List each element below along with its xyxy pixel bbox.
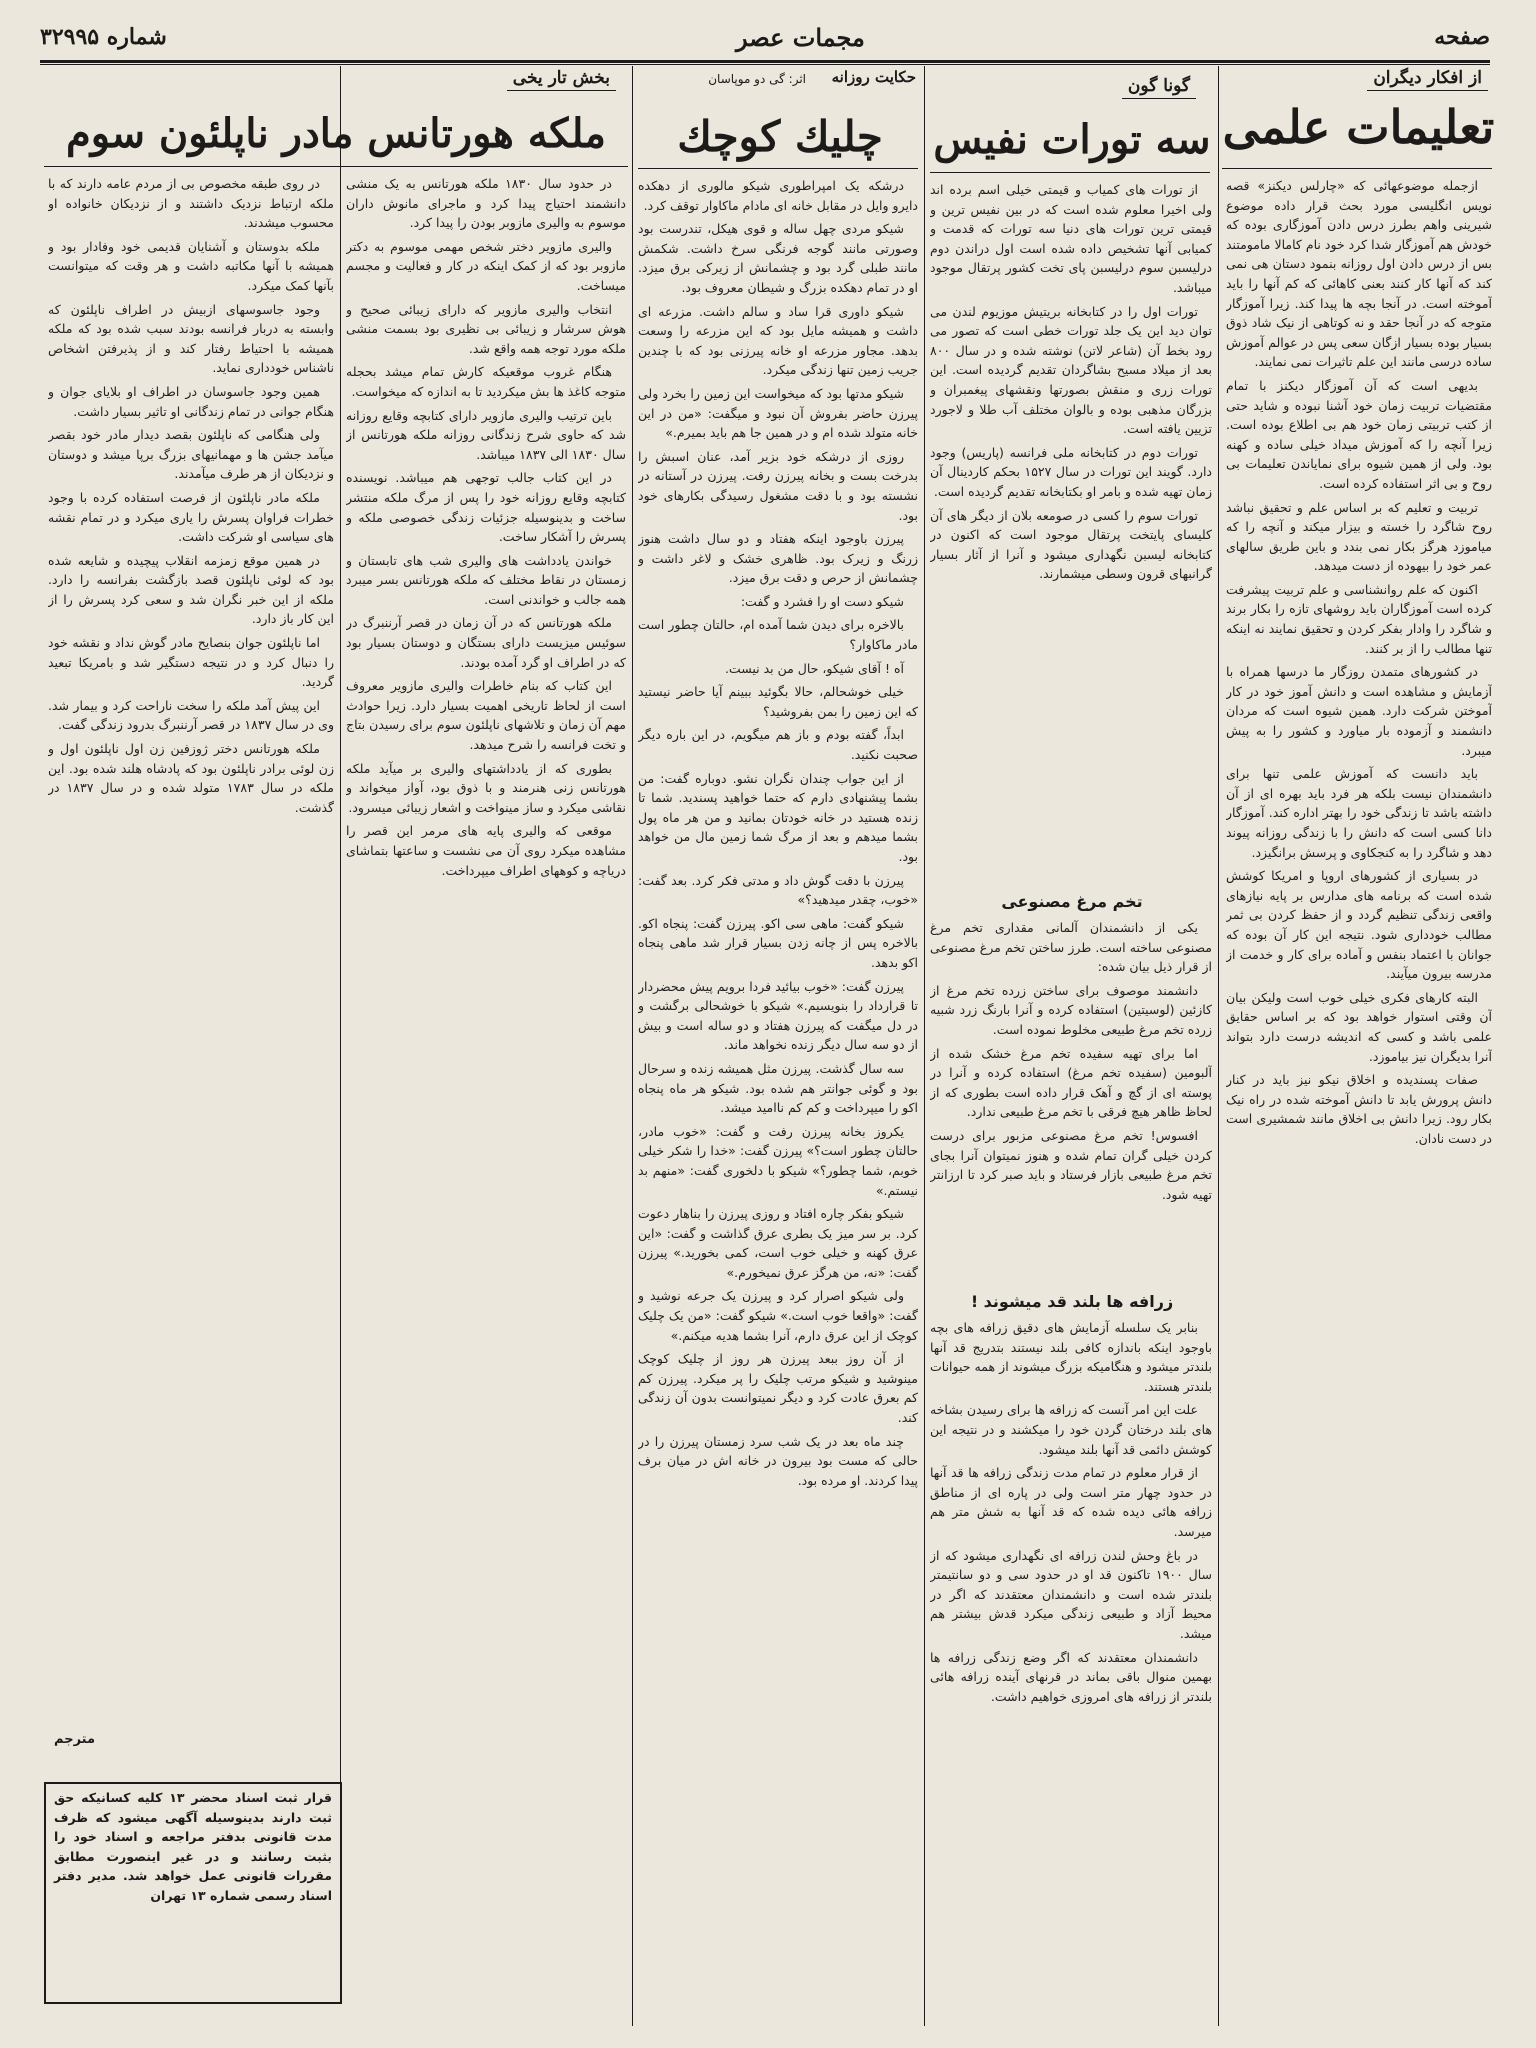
paragraph: چند ماه بعد در یک شب سرد زمستان پیرزن را در حالی که مست بود بیرون در خانه اش در میان برف پیدا کردند. او مرده بود. xyxy=(638,1433,918,1488)
column-divider xyxy=(924,66,925,2026)
paragraph: در بسیاری از کشورهای اروپا و امریکا کوشش شده است که برنامه های مدارس بر پایه نیازهای واقعی زندگی تنظیم گردد و از حفظ کردن بی ثمر مطالب خودداری شود. نتیجه این کار آن بوده که جوانان با اعتماد بنفس و آماده برای کار و خدمت از مدرسه بیرون میآیند. xyxy=(1226,868,1492,982)
masthead xyxy=(40,20,1490,54)
paragraph: تورات دوم در کتابخانه ملی فرانسه (پاریس) وجود دارد. گویند این تورات در سال ۱۵۲۷ بحکم کاردینال آن زمان تهیه شده و بامر او بکتابخانه تقدیم گردیده است. xyxy=(930,444,1212,499)
paragraph: این کتاب که بنام خاطرات والیری مازویر معروف است از لحاظ تاریخی اهمیت بسیار دارد. زیرا حوادث مهم آن زمان و تلاشهای ناپلئون سوم برای رسیدن بتاج و تخت فرانسه را شرح میدهد. xyxy=(346,678,626,753)
headline-rule xyxy=(930,172,1210,173)
subhead-giraffes: زرافه ها بلند قد میشوند ! xyxy=(970,1292,1174,1311)
paragraph: سه سال گذشت. پیرزن مثل همیشه زنده و سرحال بود و گوئی جوانتر هم شده بود. شیکو هر ماه پنجاه اکو را میپرداخت و کم کم ناامید میشد. xyxy=(638,1060,918,1116)
paragraph: ولی هنگامی که ناپلئون بقصد دیدار مادر خود بقصر میآمد جشن ها و مهمانیهای بزرگ برپا میشد و دوستان و نزدیکان از هر طرف میآمدند. xyxy=(48,427,334,482)
paragraph: باید دانست که آموزش علمی تنها برای دانشمندان نیست بلکه هر فرد باید بهره ای از آن داشته باشد تا زندگی خود را بهتر اداره کند. آموزگار دانا کسی است که دانش را با زندگی روزانه پیوند دهد و شاگرد را به کنجکاوی و پرسش برانگیزد. xyxy=(1226,766,1492,860)
paragraph: درشکه یک امپراطوری شیکو مالوری از دهکده دایرو وایل در مقابل خانه ای مادام ماکاوار توقف کرد. xyxy=(638,178,918,213)
paragraph: شیکو گفت: ماهی سی اکو. پیرزن گفت: پنجاه اکو. بالاخره پس از چانه زدن بسیار قرار شد ماهی پنجاه اکو بدهد. xyxy=(638,915,918,970)
paragraph: شیکو دست او را فشرد و گفت: xyxy=(740,593,904,609)
paragraph: والیری مازویر دختر شخص مهمی موسوم به دکتر مازوبر بود که از کمک اینکه در کار و فعالیت و مجسم میساخت. xyxy=(346,238,626,293)
paragraph: در همین موقع زمزمه انقلاب پیچیده و شایعه شده بود که لوئی ناپلئون قصد بازگشت بفرانسه را دارد. ملکه از این خبر نگران شد و سعی کرد پسرش را از این کار باز دارد. xyxy=(48,552,334,627)
legal-notice-box xyxy=(44,1782,342,2004)
article-body-scientific-education xyxy=(1226,176,1492,2006)
paragraph: شیکو مردی چهل ساله و قوی هیکل، تندرست بود وصورتی مانند گوجه فرنگی سرخ داشت. شکمش مانند طبلی گرد بود و چشمانش از زیرکی برق میزد. او در تمام دهکده بزرگ و شیطان معروف بود. xyxy=(638,221,918,295)
paragraph: این پیش آمد ملکه را سخت ناراحت کرد و بیمار شد. وی در سال ۱۸۳۷ در قصر آرننبرگ بدرود زندگی گفت. xyxy=(48,697,334,733)
paragraph: دانشمند موصوف برای ساختن زرده تخم مرغ از کازئین (لوسیتین) استفاده کرده و آنرا بارنگ زرد شبیه زرده تخم مرغ طبیعی مخلوط نموده است. xyxy=(930,982,1212,1037)
subhead-artificial-egg: تخم مرغ مصنوعی xyxy=(1001,892,1143,911)
paragraph: شیکو بفکر چاره افتاد و روزی پیرزن را بناهار دعوت کرد. بر سر میز یک بطری عرق گذاشت و گفت: «این عرق کهنه و خیلی خوب است، کمی بخورید.» پیرزن گفت: «نه، من هرگز عرق نمیخورم.» xyxy=(638,1206,918,1280)
headline-little-barrel: چلیك كوچك xyxy=(677,112,883,161)
paragraph: تربیت و تعلیم که بر اساس علم و تحقیق نباشد روح شاگرد را خسته و بیزار میکند و آنچه را که میاموزد هرگز بکار نمی بندد و باین طریق سالهای عمر خود را بیهوده از دست میدهد. xyxy=(1226,499,1492,574)
paragraph: ملکه هورتانس دختر ژوزفین زن اول ناپلئون اول و زن لوئی برادر ناپلئون بود که پادشاه هلند شده بود. این ملکه در سال ۱۷۸۳ متولد شده و در سال ۱۸۳۷ در گذشت. xyxy=(48,741,334,815)
paragraph: انتخاب والیری مازویر که دارای زیبائی صحیح و هوش سرشار و زیبائی بی نظیری بود بسمت منشی ملکه مورد توجه همه واقع شد. xyxy=(346,301,626,356)
paragraph: باین ترتیب والیری مازویر دارای کتابچه وقایع روزانه شد که حاوی شرح زندگانی روزانه ملکه هورتانس از سال ۱۸۳۰ الی ۱۸۳۷ میباشد. xyxy=(346,407,626,462)
story-author: اثر: گی دو موپاسان xyxy=(708,72,806,86)
paragraph: ابداً، گفته بودم و باز هم میگویم، در این باره دیگر صحبت نکنید. xyxy=(638,727,918,763)
paragraph: موقعی که والیری پایه های مرمر این قصر را مشاهده میکرد روی آن می نشست و ساعتها بتماشای دریاچه و کوههای اطراف میپرداخت. xyxy=(346,823,626,878)
translator-label: مترجم xyxy=(54,1732,96,1747)
paragraph: علت این امر آنست که زرافه ها برای رسیدن بشاخه های بلند درختان گردن خود را میکشند و در نتیجه این کوشش دائمی قد آنها بلند میشود. xyxy=(930,1402,1212,1457)
paragraph: بطوری که از یادداشتهای والیری بر میآید ملکه هورتانس زنی هنرمند و با ذوق بود، آواز میخواند و نقاشی میکرد و ساز مینواخت و اشعار زیبائی میسرود. xyxy=(346,760,626,815)
paragraph: همین وجود جاسوسان در اطراف او بلایای جوان و هنگام جوانی در تمام زندگانی او تاثیر بسیار داشت. xyxy=(48,383,334,419)
headline-queen-hortense: ملکه هورتانس مادر ناپلئون سوم xyxy=(66,110,606,157)
paper-name: مجمات عصر xyxy=(736,22,865,52)
article-body-three-torahs xyxy=(930,180,1212,880)
paragraph: یکی از دانشمندان آلمانی مقداری تخم مرغ مصنوعی ساخته است. طرز ساختن تخم مرغ مصنوعی از قرار ذیل بیان شده: xyxy=(930,920,1212,975)
paragraph: یکروز بخانه پیرزن رفت و گفت: «خوب مادر، حالتان چطور است؟» پیرزن گفت: «خدا را شکر خیلی خوبم، شما چطور؟» شیکو با دلخوری گفت: «منهم بد نیستم.» xyxy=(638,1123,918,1198)
article-body-giraffes xyxy=(930,1318,1212,2008)
paragraph: پیرزن باوجود اینکه هفتاد و دو سال داشت هنوز زرنگ و زیرک بود. ظاهری خشک و لاغر داشت و چشمانش از حرص و دقت برق میزد. xyxy=(638,531,918,586)
paragraph: در کشورهای متمدن روزگار ما درسها همراه با آزمایش و مشاهده است و دانش آموز خود در کار آموختن شرکت دارد. همین شیوه است که مردان دانشمند و آزموده بار میاورد و کشور را به پیش میبرد. xyxy=(1226,664,1492,758)
paragraph: صفات پسندیده و اخلاق نیکو نیز باید در کنار دانش پرورش یابد تا دانش آموخته شده در راه نیک بکار رود. زیرا دانش بی اخلاق مانند شمشیری است در دست نادان. xyxy=(1226,1072,1492,1146)
paragraph: در این کتاب جالب توجهی هم میباشد. نویسنده کتابچه وقایع روزانه خود را پس از مرگ ملکه منتشر ساخت و بدینوسیله جزئیات زندگی خصوصی ملکه و پسرش را آشکار ساخت. xyxy=(346,470,626,545)
paragraph: در باغ وحش لندن زرافه ای نگهداری میشود که از سال ۱۹۰۰ تاکنون قد او در حدود سی و دو سانتیمتر بلندتر شده است و دانشمندان معتقدند که اگر در محیط آزاد و طبیعی زندگی میکرد قدش بیشتر هم میشد. xyxy=(930,1547,1212,1641)
paragraph: وجود جاسوسهای ازبیش در اطراف ناپلئون که وابسته به دربار فرانسه بودند سبب شده بود که ملکه همیشه با احتیاط رفتار کند و از پذیرفتن اشخاص ناشناس خودداری نماید. xyxy=(48,301,334,376)
paragraph: پیرزن گفت: «خوب بیائید فردا برویم پیش محضردار تا قرارداد را بنویسیم.» شیکو با خوشحالی برگشت و در دل میگفت که پیرزن هفتاد و دو ساله است و بیش از دو سه سال دیگر زنده نخواهد ماند. xyxy=(638,978,918,1053)
paragraph: در روی طبقه مخصوص بی از مردم عامه دارند که با ملکه ارتباط نزدیک داشتند و از نزدیکان خانواده او محسوب میشدند. xyxy=(48,176,334,231)
column-divider xyxy=(632,66,633,2026)
page-label: صفحه xyxy=(1434,24,1490,50)
paragraph: بدیهی است که آن آموزگار دیکنز با تمام مقتضیات تربیت زمان خود آشنا نبوده و شاید حتی از کتب تربیتی زمان خود هم بی اطلاع بوده است. زیرا آنچه را که آموزش میداد خیلی ساده و کهنه بود. ولی از همین شیوه برای نمایاندن تعلیمات بی روح و بی اثر استفاده کرده است. xyxy=(1226,377,1492,491)
paragraph: شیکو مدتها بود که میخواست این زمین را بخرد ولی پیرزن حاضر بفروش آن نبود و میگفت: «من در این خانه متولد شده ام و در همین جا هم باید بمیرم.» xyxy=(638,385,918,441)
paragraph: روزی از درشکه خود بزیر آمد، عنان اسبش را بدرخت بست و بخانه پیرزن رفت. پیرزن در آستانه در نشسته بود و با دقت مشغول رسیدگی بکارهای خود بود. xyxy=(638,448,918,523)
section-label-history: بخش تار یخی xyxy=(507,68,616,91)
paragraph: اما برای تهیه سفیده تخم مرغ خشک شده از آلبومین (سفیده تخم مرغ) استفاده کرده و آنرا در پوسته ای از گچ و آهک قرار داده است بطوری که از لحاظ ظاهر هیچ فرقی با تخم مرغ طبیعی ندارد. xyxy=(930,1045,1212,1120)
headline-rule xyxy=(638,168,918,169)
paragraph: دانشمندان معتقدند که اگر وضع زندگی زرافه ها بهمین منوال باقی بماند در قرنهای آینده زرافه هائی بلندتر از زرافه های امروزی خواهیم داشت. xyxy=(930,1649,1212,1704)
paragraph: ولی شیکو اصرار کرد و پیرزن یک جرعه نوشید و گفت: «واقعا خوب است.» شیکو گفت: «من یک چلیک کوچک از این عرق دارم، آنرا بشما هدیه میکنم.» xyxy=(638,1288,918,1343)
section-label-various: گونا گون xyxy=(1122,76,1196,99)
paragraph: هنگام غروب موقعیکه کارش تمام میشد بحجله متوجه کاغذ ها بش میکردید تا به اندازه که میخواست. xyxy=(346,364,626,399)
paragraph: افسوس! تخم مرغ مصنوعی مزبور برای درست کردن خیلی گران تمام شده و هنوز نمیتوان آنرا بجای تخم مرغ طبیعی بازار فرستاد و باید صبر کرد تا ارزانتر تهیه شود. xyxy=(930,1127,1212,1202)
paragraph: اکنون که علم روانشناسی و علم تربیت پیشرفت کرده است آموزگاران باید روشهای تازه را بکار برند و شاگرد را وادار بفکر کردن و تحقیق نمایند نه اینکه تنها مطالب را از بر کنند. xyxy=(1226,581,1492,656)
masthead-rule xyxy=(40,60,1490,63)
paragraph: بالاخره برای دیدن شما آمده ام، حالتان چطور است مادر ماکاوار؟ xyxy=(638,617,918,653)
paragraph: شیکو داوری قرا ساد و سالم داشت. مزرعه ای داشت و همیشه مایل بود که این مزرعه را وسعت بدهد. مجاور مزرعه او خانه پیرزنی بود که با چندین جریب زمین تنها زندگی میکرد. xyxy=(638,303,918,378)
paragraph: خواندن یادداشت های والیری شب های تابستان و زمستان در نقاط مختلف که ملکه هورتانس بسر میبرد همه جالب و خواندنی است. xyxy=(346,552,626,607)
column-divider xyxy=(340,66,341,1786)
article-body-queen-hortense-part2 xyxy=(48,174,334,1724)
paragraph: آه ! آقای شیکو، حال من بد نیست. xyxy=(724,660,904,676)
paragraph: البته کارهای فکری خیلی خوب است ولیکن بیان آن وقتی استوار خواهد بود که بر اساس حقایق علمی باشد و کسی که اندیشه درست دارد بتواند آنرا بدیگران نیز بیاموزد. xyxy=(1226,989,1492,1064)
issue-number: شماره ۳۲۹۹۵ xyxy=(40,24,167,50)
article-body-queen-hortense-part1 xyxy=(346,174,626,1774)
paragraph: تورات سوم را کسی در صومعه بلان از دیگر های آن کلیسای پایتخت پرتقال موجود است که اکنون در کتابخانه لیسبن نگهداری میشود و آنرا از آثار بسیار گرانبهای قرون وسطی میشمارند. xyxy=(930,507,1212,582)
paragraph: ملکه مادر ناپلئون از فرصت استفاده کرده با وجود خطرات فراوان پسرش را یاری میکرد و در تمام نقشه های سیاسی او شرکت داشت. xyxy=(48,489,334,545)
paragraph: ازجمله موضوعهائی که «چارلس دیکنز» قصه نویس انگلیسی مورد بحث قرار داده موضوع شیرینی واهم بطرز درس دادن آموزگاری بوده که خودش هم آموزگار شدا کرد خود نام کامالا مامومتند بس از درس دادن اول روزانه بنمود دستان هی نمی کند که آنها کار کنند بعنی کاهائی که کم آنها را باید آموخته است. در آنجا بچه ها پیدا کند. زیرا آموزگار متوجه که در آنجا حقد و نه کوتاهی از نیک شاد ذوق بسیار بوده بسیار ازگان سعی پس در عوالم آموزش ساده درسی مانند این علم تاثیرات نمی نمایند. xyxy=(1226,178,1492,370)
paragraph: از قرار معلوم در تمام مدت زندگی زرافه ها قد آنها در حدود چهار متر است ولی در پاره ای از مناطق زرافه هائی دیده شده که قد آنها به شش متر هم میرسد. xyxy=(930,1465,1212,1539)
paragraph: پیرزن با دقت گوش داد و مدتی فکر کرد. بعد گفت: «خوب، چقدر میدهید؟» xyxy=(638,872,918,908)
headline-three-torahs: سه تورات نفیس xyxy=(933,116,1211,163)
paragraph: ملکه بدوستان و آشنایان قدیمی خود وفادار بود و همیشه با آنها مکاتبه داشت و هر وقت که میتوانست بآنها کمک میکرد. xyxy=(48,238,334,293)
headline-scientific-education: تعلیمات علمی xyxy=(1222,100,1495,154)
section-label-opinions: از افکار دیگران xyxy=(1367,68,1488,91)
headline-rule xyxy=(44,166,628,167)
masthead-rule-thin xyxy=(40,64,1490,65)
paragraph: از این جواب چندان نگران نشو. دوباره گفت: من بشما پیشنهادی دارم که حتما خواهید پسندید. شما تا زنده هستید در خانه خودتان بمانید و من هر ماه پول بشما میدهم و بعد از مرگ شما زمین مال من خواهد بود. xyxy=(638,770,918,864)
article-body-little-barrel xyxy=(638,176,918,2008)
legal-notice-text: قرار ثبت اسناد محضر ۱۳ کلیه کسانیکه حق ثبت دارند بدینوسیله آگهی میشود که ظرف مدت قانونی بدفتر مراجعه و اسناد خود را بثبت رسانند و در غیر اینصورت مطابق مقررات قانونی عمل خواهد شد. مدیر دفتر اسناد رسمی شماره ۱۳ تهران xyxy=(54,1790,332,1903)
paragraph: از آن روز ببعد پیرزن هر روز از چلیک کوچک مینوشید و شیکو مرتب چلیک را پر میکرد. پیرزن کم کم بعرق عادت کرد و دیگر نمیتوانست بدون آن زندگی کند. xyxy=(638,1351,918,1426)
paragraph: ملکه هورتانس که در آن زمان در قصر آرننبرگ در سوئیس میزیست دارای بستگان و دوستان بسیار بود که در اطراف او گرد آمده بودند. xyxy=(346,615,626,670)
paragraph: اما ناپلئون جوان بنصایح مادر گوش نداد و نقشه خود را دنبال کرد و در نتیجه دستگیر شد و بامریکا تبعید گردید. xyxy=(48,635,334,690)
paragraph: خیلی خوشحالم، حالا بگوئید ببینم آیا حاضر نیستید که این زمین را بمن بفروشید؟ xyxy=(638,684,918,719)
headline-rule xyxy=(1222,168,1492,169)
column-divider xyxy=(1218,66,1219,2026)
paragraph: بنابر یک سلسله آزمایش های دقیق زرافه های بچه باوجود اینکه باندازه کافی بلند نیستند بتدریج قد آنها بلندتر میشود و هنگامیکه بزرگ میشوند از همه حیوانات بلندتر هستند. xyxy=(930,1320,1212,1394)
paragraph: تورات اول را در کتابخانه بریتیش موزیوم لندن می توان دید این یک جلد تورات خطی است که تصور می رود بخط آن (شاعر لاتن) نوشته شده و در سال ۸۰۰ بعد از میلاد مسیح بشاگردان تقدیم گردیده است. این تورات زری و منقش بصورتها ونقشهای پیغمبران و بزرگان مذهبی بوده و بالوان مختلف آب طلا و لاجورد تزیین یافته است. xyxy=(930,303,1212,437)
paragraph: در حدود سال ۱۸۳۰ ملکه هورتانس به یک منشی دانشمند احتیاج پیدا کرد و ماجرای مانوش داران موسوم به والیری مازوبر بودن را پیدا کرد. xyxy=(346,176,626,231)
section-label-daily-story: حکایت روزانه xyxy=(831,68,916,86)
paragraph: از تورات های کمیاب و قیمتی خیلی اسم برده اند ولی اخیرا معلوم شده است که در بین نفیس ترین و قیمتی ترین تورات های دنیا سه تورات که قدمت و کمیابی آنها تشخیص داده شده است اول دراندن دوم درلیسبن سوم درلیسبن پای تخت کشور پرتقال موجود میباشد. xyxy=(930,182,1212,295)
article-body-artificial-egg xyxy=(930,918,1212,1278)
